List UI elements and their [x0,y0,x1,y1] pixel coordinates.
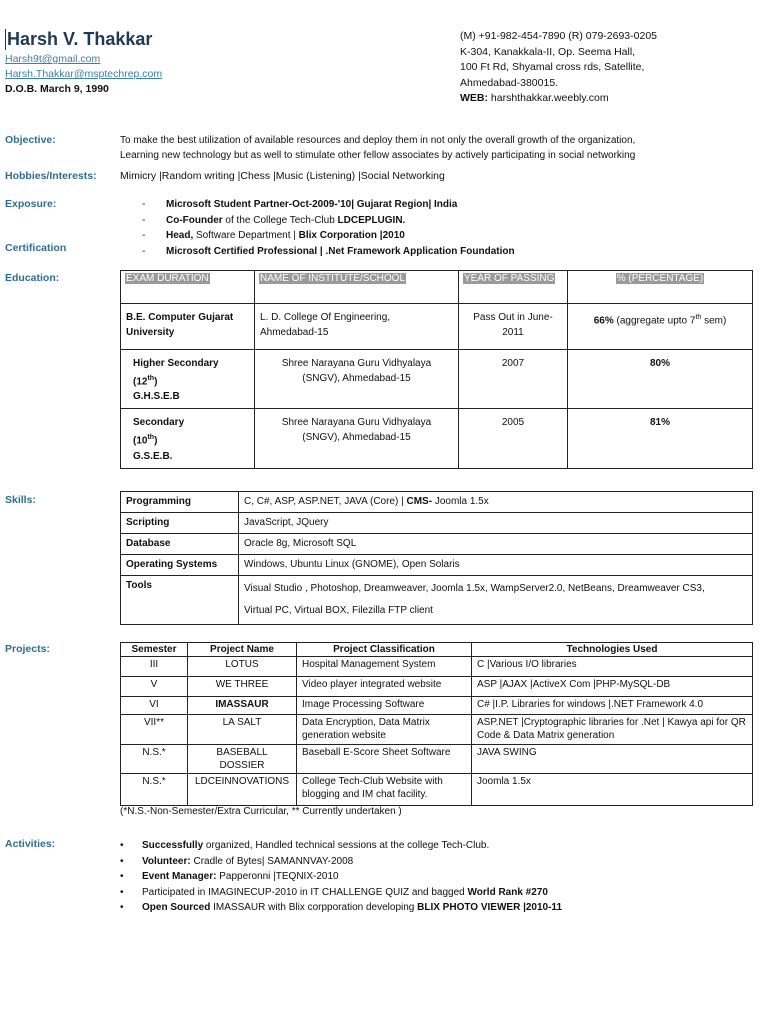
institute-cell: L. D. College Of Engineering, Ahmedabad-15 [255,304,459,350]
percentage-cell: 81% [568,409,753,468]
section-label-certification: Certification [5,242,67,254]
institute-cell: Shree Narayana Guru Vidhyalaya (SNGV), Ahmedabad-15 [255,350,459,409]
section-label-education: Education: [5,272,60,284]
section-label-projects: Projects: [5,643,50,655]
contact-block [460,29,657,107]
section-label-hobbies: Hobbies/Interests: [5,170,97,182]
column-header: Technologies Used [472,643,753,657]
skill-values: C, C#, ASP, ASP.NET, JAVA (Core) | CMS- Joomla 1.5x [239,492,753,513]
table-row: VII** LA SALT Data Encryption, Data Matrix generation website ASP.NET |Cryptographic libraries for .Net | Kawya api for QR Code & Data Matrix generation [121,715,753,745]
skill-category: Operating Systems [121,555,239,576]
table-row [121,492,753,513]
column-header: NAME OF INSTITUTE/SCHOOL [255,271,459,304]
address-line-2: 100 Ft Rd, Shyamal cross rds, Satellite, [460,61,645,73]
projects-table [120,642,753,806]
certification-item: - Microsoft Certified Professional | .Net Framework Application Foundation [142,245,515,257]
column-header: YEAR OF PASSING [459,271,568,304]
table-row [121,409,753,468]
section-label-objective: Objective: [5,134,56,146]
exposure-item: - Microsoft Student Partner-Oct-2009-'10| Gujarat Region| India [142,199,458,210]
phone-numbers: (M) +91-982-454-7890 (R) 079-2693-0205 [460,30,657,42]
exposure-list [142,197,515,259]
percentage-cell: 80% [568,350,753,409]
candidate-name: Harsh V. Thakkar [7,29,153,49]
table-row [121,576,753,625]
table-row: N.S.* LDCEINNOVATIONS College Tech-Club Website with blogging and IM chat facility. Joomla 1.5x [121,774,753,806]
column-header: Semester [121,643,188,657]
email-link-primary[interactable]: Harsh9t@gmail.com [5,53,101,65]
section-label-exposure: Exposure: [5,198,57,210]
website-label: WEB: [460,92,488,104]
table-header-row [121,643,753,657]
skill-category: Programming [121,492,239,513]
list-item: • Volunteer: Cradle of Bytes| SAMANNVAY-2008 [120,854,562,870]
table-row: N.S.* BASEBALL DOSSIER Baseball E-Score Sheet Software JAVA SWING [121,745,753,774]
website [460,91,657,107]
table-row: III LOTUS Hospital Management System C |Various I/O libraries [121,657,753,677]
year-cell: 2005 [459,409,568,468]
table-row [121,534,753,555]
column-header: Project Name [188,643,297,657]
skill-values: Oracle 8g, Microsoft SQL [239,534,753,555]
exam-cell: Secondary (10th) G.S.E.B. [121,409,255,468]
list-item: • Successfully organized, Handled technical sessions at the college Tech-Club. [120,838,562,854]
skills-table [120,491,753,625]
table-row: V WE THREE Video player integrated website ASP |AJAX |ActiveX Com |PHP-MySQL-DB [121,677,753,697]
skill-values: Windows, Ubuntu Linux (GNOME), Open Solaris [239,555,753,576]
list-item: • Participated in IMAGINECUP-2010 in IT CHALLENGE QUIZ and bagged World Rank #270 [120,885,562,901]
date-of-birth: D.O.B. March 9, 1990 [5,83,109,95]
column-header: EXAM DURATION [121,271,255,304]
email-link-secondary[interactable]: Harsh.Thakkar@msptechrep.com [5,68,163,80]
projects-footnote: (*N.S.-Non-Semester/Extra Curricular, ** Currently undertaken ) [120,806,402,817]
hobbies-text: Mimicry |Random writing |Chess |Music (Listening) |Social Networking [120,170,445,182]
address-line-1: K-304, Kanakkala-II, Op. Seema Hall, [460,45,636,58]
section-label-skills: Skills: [5,494,36,506]
skill-category: Scripting [121,513,239,534]
column-header: % (PERCENTAGE) [568,271,753,304]
education-table [120,270,753,469]
percentage-cell: 66% (aggregate upto 7th sem) [568,304,753,350]
table-row: VI IMASSAUR Image Processing Software C# |I.P. Libraries for windows |.NET Framework 4.0 [121,697,753,715]
table-row [121,350,753,409]
objective-line-1: To make the best utilization of available resources and deploy them in not only the overall growth of the organization, [120,135,636,146]
list-item: • Open Sourced IMASSAUR with Blix corpporation developing BLIX PHOTO VIEWER |2010-11 [120,900,562,916]
exam-cell: Higher Secondary (12th) G.H.S.E.B [121,350,255,409]
exposure-item: - Co-Founder of the College Tech-Club LDCEPLUGIN. [142,214,406,226]
skill-values: JavaScript, JQuery [239,513,753,534]
exposure-item: - Head, Software Department | Blix Corporation |2010 [142,230,405,241]
table-row [121,513,753,534]
list-item: • Event Manager: Papperonni |TEQNIX-2010 [120,869,562,885]
year-cell: 2007 [459,350,568,409]
objective-line-2: Learning new technology but as well to stimulate other fellow associates by actively participating in social networking [120,150,636,161]
exam-cell: B.E. Computer Gujarat University [121,304,255,350]
skill-category: Tools [121,576,239,625]
table-row [121,555,753,576]
table-row [121,304,753,350]
website-url[interactable]: harshthakkar.weebly.com [488,92,609,104]
skill-category: Database [121,534,239,555]
table-header-row [121,271,753,304]
year-cell: Pass Out in June- 2011 [459,304,568,350]
section-label-activities: Activities: [5,838,56,850]
institute-cell: Shree Narayana Guru Vidhyalaya (SNGV), Ahmedabad-15 [255,409,459,468]
skill-values: Visual Studio , Photoshop, Dreamweaver, Joomla 1.5x, WampServer2.0, NetBeans, Dreamweaver CS3, Virtual PC, Virtual BOX, Filezilla FTP client [239,576,753,625]
objective-text [120,133,635,163]
address-line-3: Ahmedabad-380015. [460,76,559,89]
column-header: Project Classification [297,643,472,657]
activities-list [120,838,562,916]
